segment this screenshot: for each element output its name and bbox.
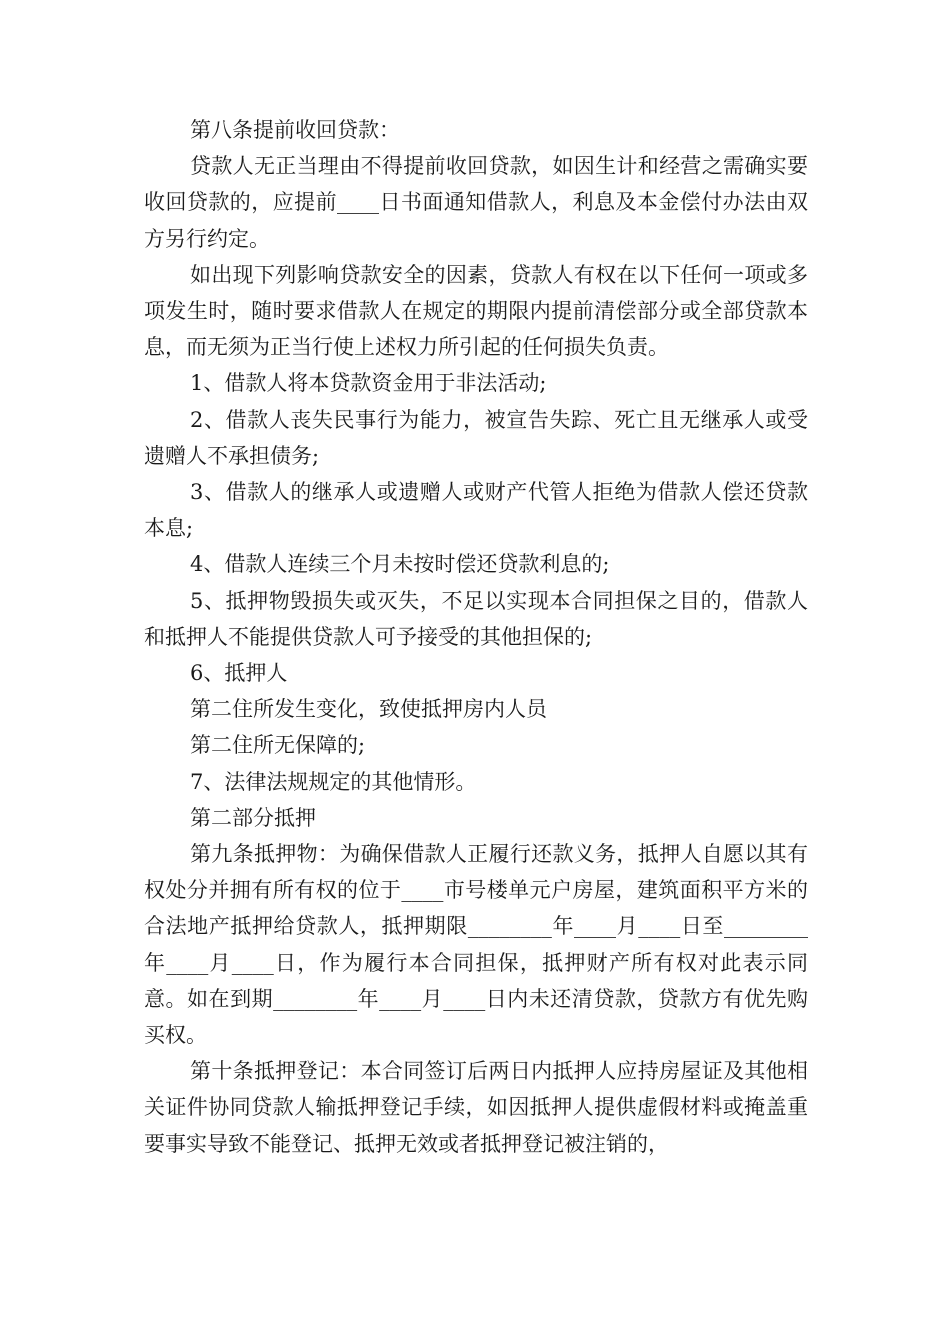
paragraph-risk-factors: 如出现下列影响贷款安全的因素，贷款人有权在以下任何一项或多项发生时，随时要求借款人在规定的期限内提前清偿部分或全部贷款本息，而无须为正当行使上述权力所引起的任何损失负责。 xyxy=(144,262,808,360)
list-item-5: 5、抵押物毁损失或灭失，不足以实现本合同担保之目的，借款人和抵押人不能提供贷款人可予接受的其他担保的; xyxy=(144,588,808,649)
paragraph-residence-change: 第二住所发生变化，致使抵押房内人员 xyxy=(190,697,547,722)
paragraph-article-9: 第九条抵押物：为确保借款人正履行还款义务，抵押人自愿以其有权处分并拥有所有权的位于____市号楼单元户房屋，建筑面积平方米的合法地产抵押给贷款人，抵押期限________年____月____日至________年____月____日，作为履行本合同担保，抵押财产所有权对此表示同意。如在到期________年____月____日内未还清贷款，贷款方有优先购买权。 xyxy=(144,842,808,1048)
paragraph-article-10: 第十条抵押登记：本合同签订后两日内抵押人应持房屋证及其他相关证件协同贷款人输抵押登记手续，如因抵押人提供虚假材料或掩盖重要事实导致不能登记、抵押无效或者抵押登记被注销的， xyxy=(144,1059,808,1156)
paragraph-article-8-title: 第八条提前收回贷款： xyxy=(190,118,400,142)
list-item-1: 1、借款人将本贷款资金用于非法活动; xyxy=(190,371,547,396)
list-item-7: 7、法律法规规定的其他情形。 xyxy=(190,769,477,794)
section-heading-part-2: 第二部分抵押 xyxy=(190,805,316,830)
list-item-2: 2、借款人丧失民事行为能力，被宣告失踪、死亡且无继承人或受遗赠人不承担债务; xyxy=(144,407,808,468)
list-item-6: 6、抵押人 xyxy=(190,661,288,686)
paragraph-residence-unsecured: 第二住所无保障的; xyxy=(190,733,366,758)
list-item-4: 4、借款人连续三个月未按时偿还贷款利息的; xyxy=(190,552,610,577)
paragraph-early-recall: 贷款人无正当理由不得提前收回贷款，如因生计和经营之需确实要收回贷款的，应提前____日书面通知借款人，利息及本金偿付办法由双方另行约定。 xyxy=(144,154,808,251)
document-body xyxy=(144,112,808,1162)
list-item-3: 3、借款人的继承人或遗赠人或财产代管人拒绝为借款人偿还贷款本息; xyxy=(144,480,808,541)
